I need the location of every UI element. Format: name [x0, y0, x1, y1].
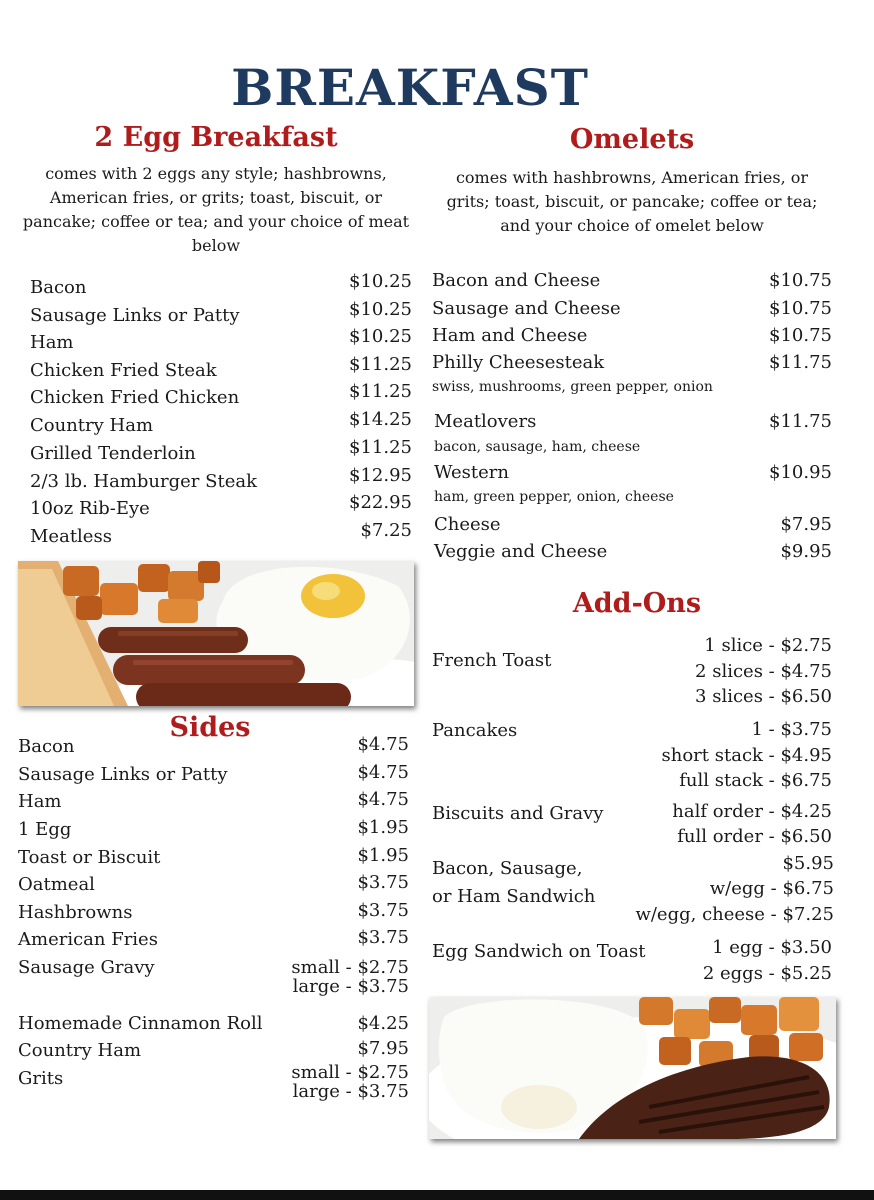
item-price: $10.25: [349, 271, 412, 292]
item-price: $3.75: [357, 927, 409, 948]
item-price: $11.25: [349, 381, 412, 402]
item-price: $1.95: [357, 845, 409, 866]
addon-option: 2 slices - $4.75: [695, 661, 832, 682]
item-name: Grilled Tenderloin: [30, 443, 196, 464]
item-name: Chicken Fried Steak: [30, 360, 217, 381]
addon-option: 3 slices - $6.50: [695, 686, 832, 707]
item-name: Philly Cheesesteak: [432, 352, 605, 373]
item-price: $7.95: [780, 514, 832, 535]
item-name: American Fries: [18, 929, 158, 950]
item-name: Toast or Biscuit: [18, 847, 161, 868]
omelets-heading: Omelets: [569, 124, 695, 155]
addon-option: half order - $4.25: [672, 801, 832, 822]
item-price: $14.25: [349, 409, 412, 430]
item-note: swiss, mushrooms, green pepper, onion: [432, 379, 713, 395]
item-name: Meatless: [30, 526, 112, 547]
item-name: Bacon: [18, 736, 75, 757]
item-price: $3.75: [357, 900, 409, 921]
item-name: Ham and Cheese: [432, 325, 588, 346]
item-name: Grits: [18, 1068, 64, 1089]
addon-option: 1 - $3.75: [751, 719, 832, 740]
item-name: 1 Egg: [18, 819, 72, 840]
item-name: Oatmeal: [18, 874, 95, 895]
list-item: [18, 1062, 409, 1112]
bottom-bar: [0, 1190, 874, 1200]
list-item: [18, 957, 409, 1001]
item-name: Meatlovers: [434, 411, 537, 432]
item-price: $9.95: [780, 541, 832, 562]
item-name: Country Ham: [18, 1040, 142, 1061]
addon-option: w/egg - $6.75: [709, 878, 834, 899]
item-note: bacon, sausage, ham, cheese: [434, 439, 641, 455]
item-price: small - $2.75: [291, 1062, 409, 1083]
item-price: $7.95: [357, 1038, 409, 1059]
item-price: $7.25: [360, 520, 412, 541]
item-price: $4.75: [357, 734, 409, 755]
item-name: 10oz Rib-Eye: [30, 498, 150, 519]
addon-name: Egg Sandwich on Toast: [432, 941, 646, 962]
addon-option: full stack - $6.75: [679, 770, 832, 791]
breakfast-photo: [18, 561, 414, 706]
item-price: large - $3.75: [292, 976, 409, 997]
item-price: $4.75: [357, 762, 409, 783]
item-name: Bacon and Cheese: [432, 270, 601, 291]
item-name: Cheese: [434, 514, 501, 535]
item-name: Chicken Fried Chicken: [30, 387, 240, 408]
item-price: $10.25: [349, 299, 412, 320]
item-name: Ham: [30, 332, 74, 353]
addon-name: Biscuits and Gravy: [432, 803, 604, 824]
item-price: small - $2.75: [291, 957, 409, 978]
item-name: Homemade Cinnamon Roll: [18, 1013, 263, 1034]
sides-heading: Sides: [169, 712, 251, 743]
addon-option: 1 egg - $3.50: [712, 937, 832, 958]
item-price: $11.25: [349, 437, 412, 458]
item-name: Ham: [18, 791, 62, 812]
addon-option: short stack - $4.95: [661, 745, 832, 766]
egg-breakfast-heading: 2 Egg Breakfast: [94, 122, 338, 153]
item-price: $11.25: [349, 354, 412, 375]
item-name: Sausage Links or Patty: [18, 764, 228, 785]
item-price: $10.75: [769, 325, 832, 346]
item-note: ham, green pepper, onion, cheese: [434, 489, 674, 505]
item-price: $3.75: [357, 872, 409, 893]
addon-option: 1 slice - $2.75: [704, 635, 832, 656]
item-name: Bacon: [30, 277, 87, 298]
addon-name: Pancakes: [432, 720, 518, 741]
item-name: 2/3 lb. Hamburger Steak: [30, 471, 257, 492]
addon-name: French Toast: [432, 650, 552, 671]
omelets-description: comes with hashbrowns, American fries, or grits; toast, biscuit, or pancake; coffee or tea; and your choice of omelet below: [446, 168, 818, 235]
item-name: Hashbrowns: [18, 902, 133, 923]
item-price: $11.75: [769, 352, 832, 373]
egg-breakfast-description: comes with 2 eggs any style; hashbrowns, American fries, or grits; toast, biscuit, or pancake; coffee or tea; and your choice of meat below: [22, 164, 410, 255]
addon-option: w/egg, cheese - $7.25: [635, 904, 834, 925]
item-name: Sausage and Cheese: [432, 298, 621, 319]
item-price: $4.25: [357, 1013, 409, 1034]
item-name: Veggie and Cheese: [434, 541, 608, 562]
addon-option: full order - $6.50: [677, 826, 832, 847]
addons-heading: Add-Ons: [572, 588, 702, 619]
item-price: $11.75: [769, 411, 832, 432]
item-price: $1.95: [357, 817, 409, 838]
item-price: $10.95: [769, 462, 832, 483]
item-name: Sausage Links or Patty: [30, 305, 240, 326]
item-price: $10.75: [769, 298, 832, 319]
addon-option: 2 eggs - $5.25: [702, 963, 832, 984]
addon-name: or Ham Sandwich: [432, 886, 596, 907]
item-price: $4.75: [357, 789, 409, 810]
item-price: $12.95: [349, 465, 412, 486]
steak-and-eggs-photo: [429, 997, 836, 1139]
item-price: large - $3.75: [292, 1081, 409, 1102]
item-price: $10.25: [349, 326, 412, 347]
item-price: $10.75: [769, 270, 832, 291]
addon-option: $5.95: [782, 853, 834, 874]
page-title: BREAKFAST: [231, 58, 589, 117]
item-name: Country Ham: [30, 415, 154, 436]
item-name: Sausage Gravy: [18, 957, 155, 978]
item-price: $22.95: [349, 492, 412, 513]
item-name: Western: [434, 462, 510, 483]
addon-name: Bacon, Sausage,: [432, 858, 583, 879]
